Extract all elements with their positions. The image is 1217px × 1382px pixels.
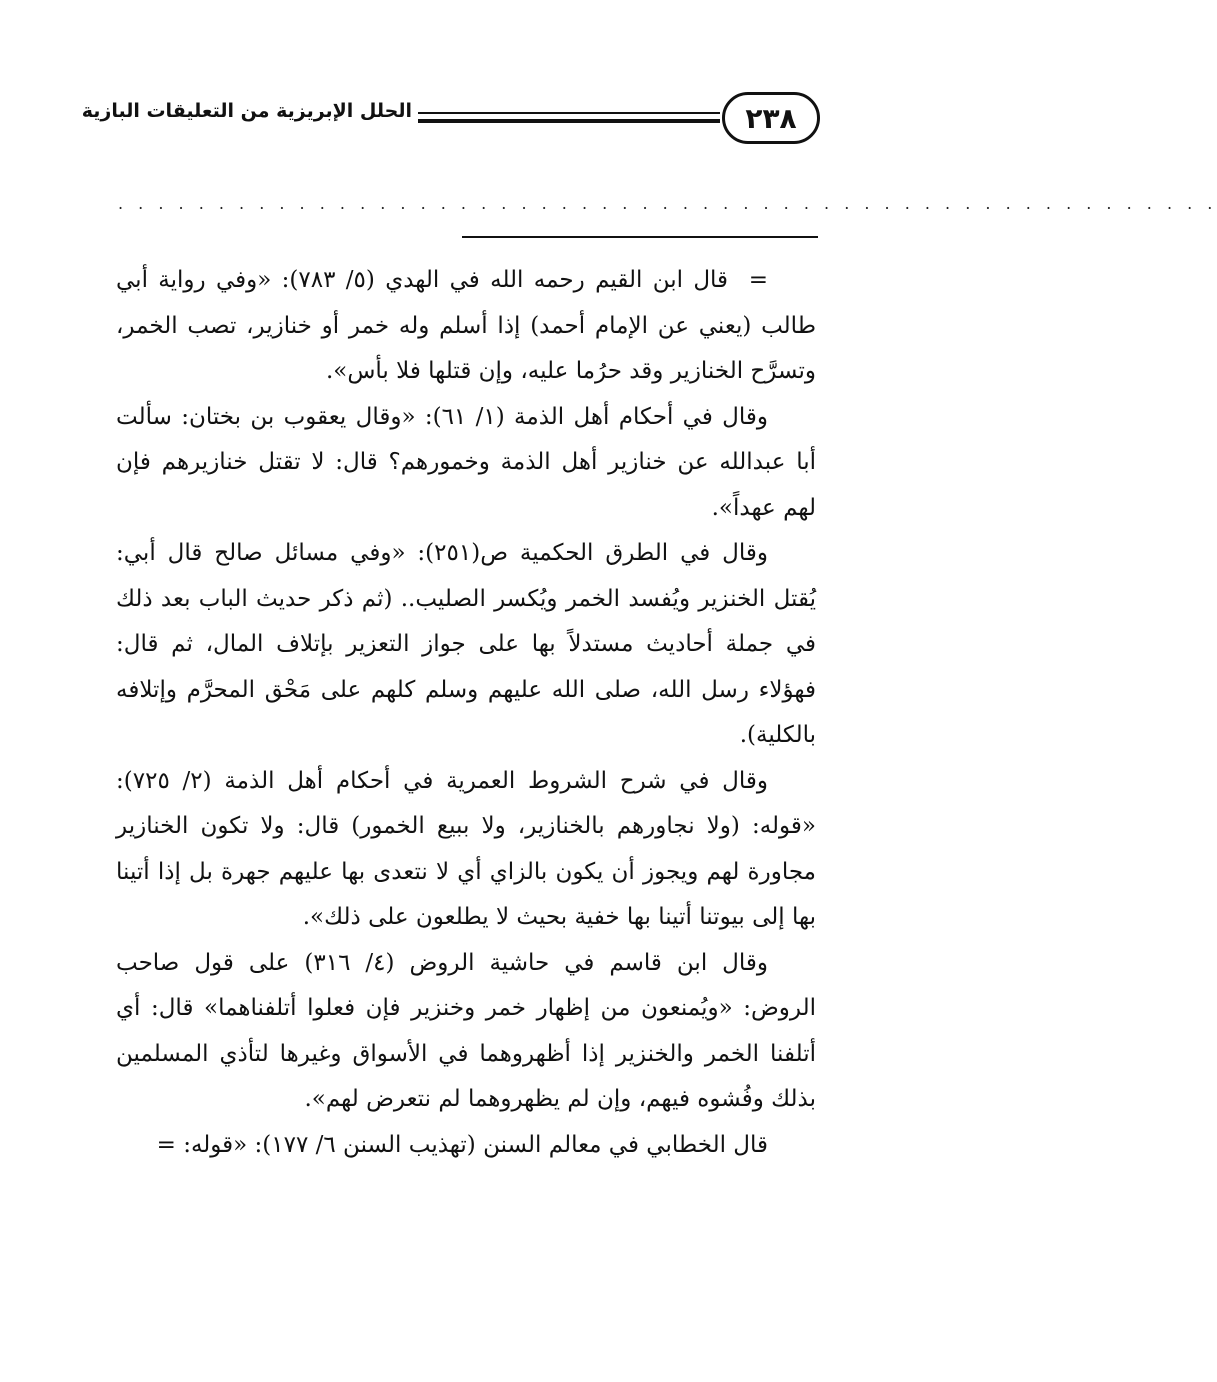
paragraph-text: وقال في الطرق الحكمية ص(٢٥١): «وفي مسائل صالح قال أبي: يُقتل الخنزير ويُفسد الخمر ويُكسر الصليب.. (ثم ذكر حديث الباب بعد ذلك في جملة أحاديث مستدلاً بها على جواز التعزير بإتلاف المال، ثم قال: فهؤلاء رسل الله، صلى الله عليهم وسلم كلهم على مَحْق المحرَّم وإتلافه بالكلية).	[116, 540, 816, 748]
paragraph-text: وقال في أحكام أهل الذمة (١/ ٦١): «وقال يعقوب بن بختان: سألت أبا عبدالله عن خنازير أهل الذمة وخمورهم؟ قال: لا تقتل خنازيرهم فإن لهم عهداً».	[116, 403, 816, 521]
paragraph-text: قال ابن القيم رحمه الله في الهدي (٥/ ٧٨٣): «وفي رواية أبي طالب (يعني عن الإمام أحمد) إذا أسلم وله خمر أو خنازير، تصب الخمر، وتسرَّح الخنازير وقد حرُما عليه، وإن قتلها فلا بأس».	[116, 267, 816, 384]
page-number: ٢٣٨	[722, 92, 820, 144]
paragraph-text: قال الخطابي في معالم السنن (تهذيب السنن ٦/ ١٧٧): «قوله: =	[156, 1131, 768, 1158]
paragraph-text: وقال ابن قاسم في حاشية الروض (٤/ ٣١٦) على قول صاحب الروض: «ويُمنعون من إظهار خمر وخنزير فإن فعلوا أتلفناهما» قال: أي أتلفنا الخمر والخنزير إذا أظهروهما في الأسواق وغيرها لتأذي المسلمين بذلك وفُشوه فيهم، وإن لم يظهروهما لم نتعرض لهم».	[116, 949, 816, 1112]
paragraph-2	[116, 395, 816, 532]
header-rule	[418, 112, 720, 114]
paragraph-3	[116, 531, 816, 759]
paragraph-1	[116, 258, 816, 395]
footnote-rule	[462, 236, 818, 238]
paragraph-text: وقال في شرح الشروط العمرية في أحكام أهل الذمة (٢/ ٧٢٥): «قوله: (ولا نجاورهم بالخنازير، ولا ببيع الخمور) قال: ولا تكون الخنازير مجاورة لهم ويجوز أن يكون بالزاي أي لا نتعدى بها عليهم جهرة بل إذا أتينا بها إلى بيوتنا أتينا بها خفية بحيث لا يطلعون على ذلك».	[116, 767, 816, 930]
continuation-mark: =	[748, 267, 768, 293]
page-header	[81, 92, 820, 152]
paragraph-6	[116, 1123, 816, 1169]
header-rule-thick	[418, 119, 720, 123]
paragraph-4	[116, 759, 816, 941]
paragraph-5	[116, 941, 816, 1123]
book-title: الحلل الإبريزية من التعليقات البازية	[81, 100, 412, 122]
footnote-text	[116, 258, 816, 1168]
separator-dots: . . . . . . . . . . . . . . . . . . . . . . . . . . . . . . . . . . . . . . . . . . . . . . . . . . . . . . .	[118, 194, 1217, 213]
